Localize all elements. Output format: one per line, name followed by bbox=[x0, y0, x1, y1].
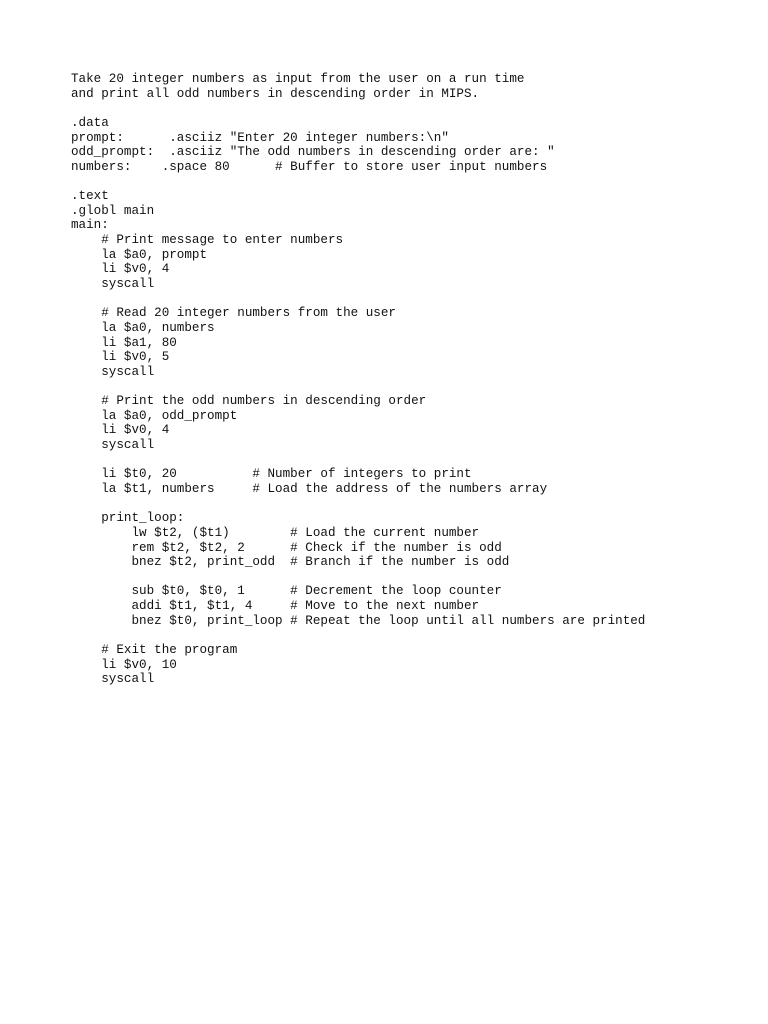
code-line: la $a0, prompt bbox=[71, 247, 208, 262]
code-line: .text bbox=[71, 189, 109, 204]
code-line: li $v0, 5 bbox=[71, 350, 170, 365]
blank-line bbox=[71, 379, 748, 394]
code-line: syscall bbox=[71, 276, 155, 291]
code-line: prompt: .asciiz "Enter 20 integer numbers:\n" bbox=[71, 130, 449, 145]
code-line: la $a0, odd_prompt bbox=[71, 408, 238, 423]
code-line: numbers: .space 80 # Buffer to store user input numbers bbox=[71, 159, 548, 174]
code-line: li $v0, 4 bbox=[71, 262, 170, 277]
code-line: bnez $t0, print_loop # Repeat the loop until all numbers are printed bbox=[71, 613, 646, 628]
intro-line-1: Take 20 integer numbers as input from the user on a run time bbox=[71, 72, 525, 86]
code-line: la $a0, numbers bbox=[71, 320, 215, 335]
blank-line bbox=[71, 628, 748, 643]
code-line: li $v0, 10 bbox=[71, 657, 177, 672]
code-line: li $v0, 4 bbox=[71, 423, 170, 438]
code-comment-line: # Print the odd numbers in descending order bbox=[71, 394, 427, 409]
blank-line bbox=[71, 453, 748, 468]
code-line: odd_prompt: .asciiz "The odd numbers in descending order are: " bbox=[71, 145, 555, 160]
code-line: .globl main bbox=[71, 203, 155, 218]
code-line: syscall bbox=[71, 438, 155, 453]
code-line: main: bbox=[71, 218, 109, 233]
code-line: .data bbox=[71, 115, 109, 130]
blank-line bbox=[71, 570, 748, 585]
code-line: li $a1, 80 bbox=[71, 335, 177, 350]
blank-line bbox=[71, 497, 748, 512]
intro-line-2: and print all odd numbers in descending order in MIPS. bbox=[71, 86, 480, 101]
code-line: addi $t1, $t1, 4 # Move to the next number bbox=[71, 599, 480, 614]
code-line: la $t1, numbers # Load the address of the numbers array bbox=[71, 481, 548, 496]
code-line: sub $t0, $t0, 1 # Decrement the loop counter bbox=[71, 584, 502, 599]
document-page bbox=[71, 72, 748, 687]
blank-line bbox=[71, 292, 748, 307]
code-label-line: print_loop: bbox=[71, 511, 185, 526]
code-line: rem $t2, $t2, 2 # Check if the number is odd bbox=[71, 540, 502, 555]
code-line: syscall bbox=[71, 364, 155, 379]
code-comment-line: # Read 20 integer numbers from the user bbox=[71, 306, 396, 321]
blank-line bbox=[71, 101, 748, 116]
code-line: lw $t2, ($t1) # Load the current number bbox=[71, 525, 480, 540]
blank-line bbox=[71, 174, 748, 189]
code-line: li $t0, 20 # Number of integers to print bbox=[71, 467, 472, 482]
code-comment-line: # Exit the program bbox=[71, 642, 238, 657]
code-comment-line: # Print message to enter numbers bbox=[71, 233, 344, 248]
code-line: bnez $t2, print_odd # Branch if the number is odd bbox=[71, 555, 510, 570]
code-line: syscall bbox=[71, 672, 155, 687]
